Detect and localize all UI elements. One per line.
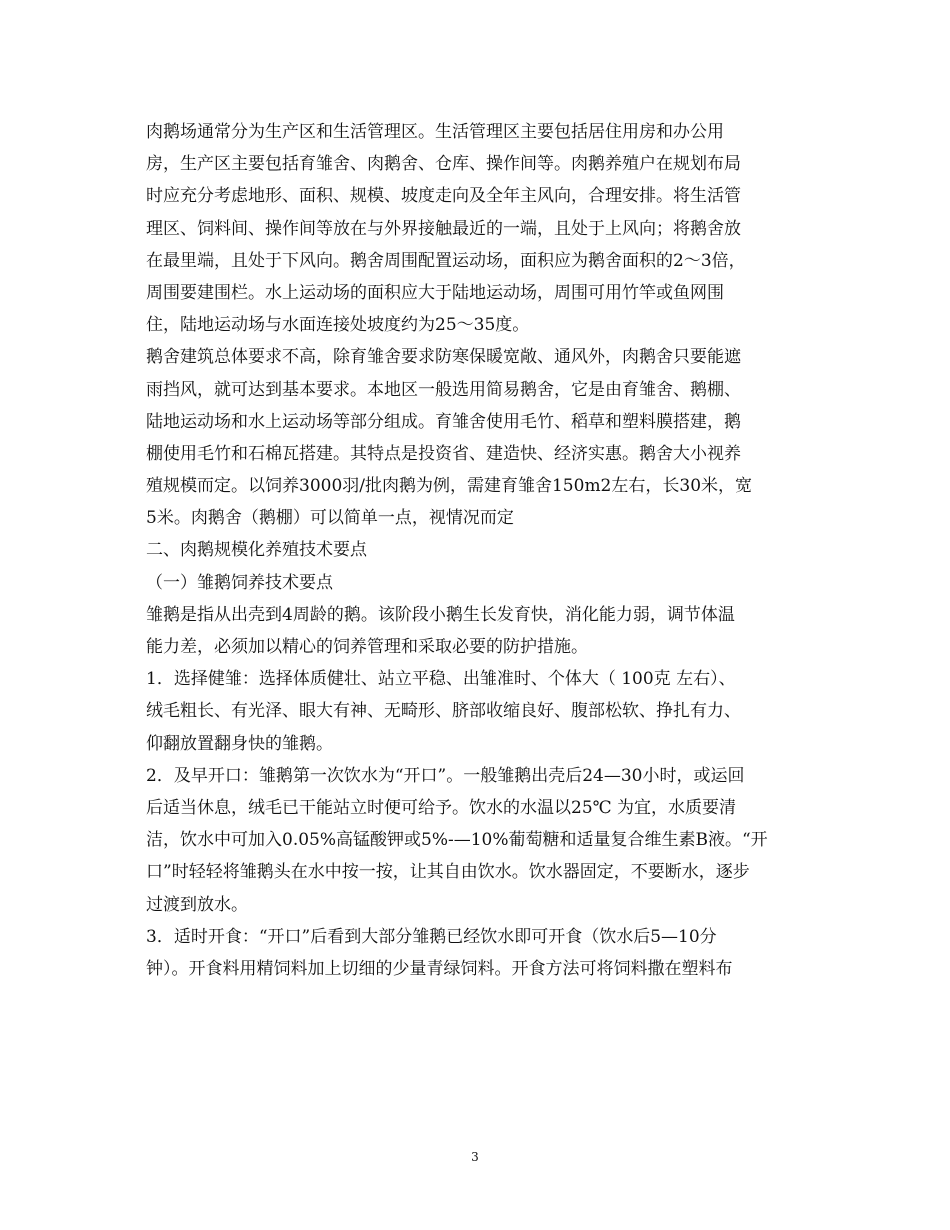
text-line: 肉鹅场通常分为生产区和生活管理区。生活管理区主要包括居住用房和办公用 [146, 122, 724, 142]
text-line: 住，陆地运动场与水面连接处坡度约为25～35度。 [146, 315, 530, 336]
text-line: 鹅舍建筑总体要求不高，除育雏舍要求防寒保暖宽敞、通风外，肉鹅舍只要能遮 [146, 347, 741, 368]
text-line: 房，生产区主要包括育雏舍、肉鹅舍、仓库、操作间等。肉鹅养殖户在规划布局 [146, 154, 741, 175]
text-line: 殖规模而定。以饲养3000羽/批肉鹅为例，需建育雏舍150m2左右，长30米，宽 [146, 476, 753, 497]
text-line: 3．适时开食：“开口”后看到大部分雏鹅已经饮水即可开食（饮水后5—10分 [146, 926, 717, 947]
page-number: 3 [471, 1150, 479, 1164]
text-line: 雏鹅是指从出壳到4周龄的鹅。该阶段小鹅生长发育快，消化能力弱，调节体温 [146, 604, 735, 625]
text-line: 后适当休息，绒毛已干能站立时便可给予。饮水的水温以25℃ 为宜，水质要清 [146, 797, 737, 818]
text-line: 雨挡风，就可达到基本要求。本地区一般选用简易鹅舍，它是由育雏舍、鹅棚、 [146, 379, 741, 400]
text-line: 洁，饮水中可加入0.05%高锰酸钾或5%-—10%葡萄糖和适量复合维生素B液。“开 [146, 830, 768, 851]
text-line: 周围要建围栏。水上运动场的面积应大于陆地运动场，周围可用竹竿或鱼网围 [146, 282, 724, 303]
document-body [146, 116, 814, 985]
subsection-heading: （一）雏鹅饲养技术要点 [146, 572, 333, 593]
text-line: 绒毛粗长、有光泽、眼大有神、无畸形、脐部收缩良好、腹部松软、挣扎有力、 [146, 701, 741, 722]
text-line: 口”时轻轻将雏鹅头在水中按一按，让其自由饮水。饮水器固定，不要断水，逐步 [146, 862, 750, 883]
text-line: 能力差，必须加以精心的饲养管理和采取必要的防护措施。 [146, 637, 588, 657]
text-line: 过渡到放水。 [146, 894, 248, 915]
text-line: 陆地运动场和水上运动场等部分组成。育雏舍使用毛竹、稻草和塑料膜搭建，鹅 [146, 411, 741, 432]
text-line: 棚使用毛竹和石棉瓦搭建。其特点是投资省、建造快、经济实惠。鹅舍大小视养 [146, 443, 741, 464]
section-heading: 二、肉鹅规模化养殖技术要点 [146, 540, 367, 561]
text-line: 钟）。开食料用精饲料加上切细的少量青绿饲料。开食方法可将饲料撒在塑料布 [146, 958, 733, 979]
text-line: 仰翻放置翻身快的雏鹅。 [146, 733, 333, 754]
text-line: 在最里端，且处于下风向。鹅舍周围配置运动场，面积应为鹅舍面积的2～3倍， [146, 250, 746, 271]
text-line: 理区、饲料间、操作间等放在与外界接触最近的一端，且处于上风向；将鹅舍放 [146, 218, 741, 239]
text-line: 5米。肉鹅舍（鹅棚）可以简单一点，视情况而定 [146, 508, 514, 529]
text-line: 1．选择健雏：选择体质健壮、站立平稳、出雏准时、个体大（ 100克 左右）、 [146, 669, 736, 690]
text-line: 2．及早开口：雏鹅第一次饮水为“开口”。一般雏鹅出壳后24—30小时，或运回 [146, 765, 745, 786]
text-line: 时应充分考虑地形、面积、规模、坡度走向及全年主风向，合理安排。将生活管 [146, 186, 741, 207]
